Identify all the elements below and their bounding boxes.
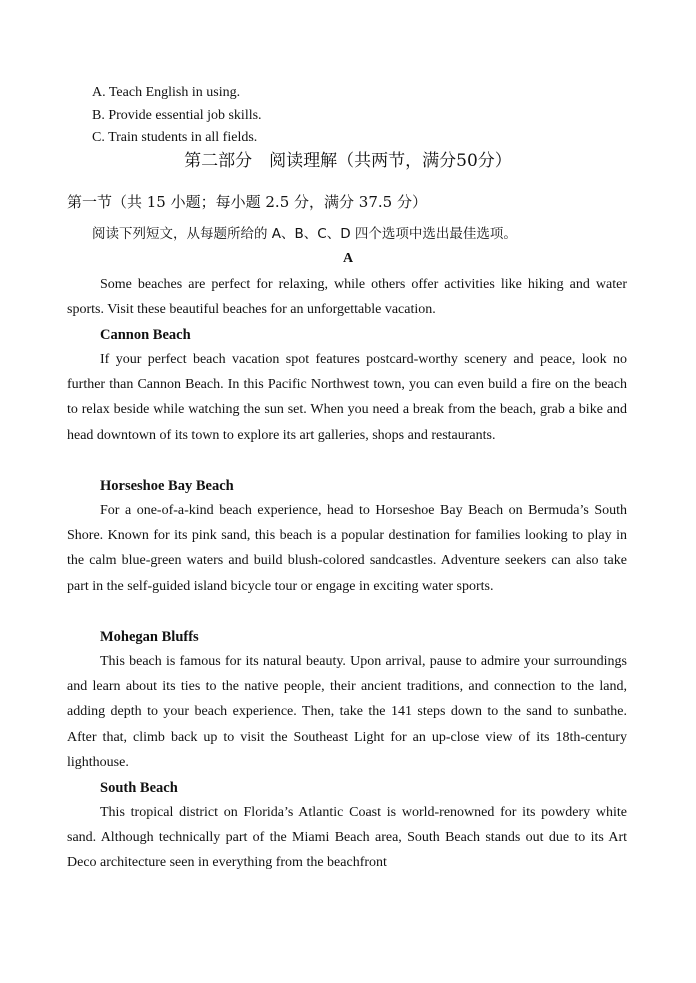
section-heading-south-beach: South Beach	[100, 780, 178, 796]
instruction-text: 阅读下列短文，从每题所给的 A、B、C、D 四个选项中选出最佳选项。	[92, 226, 517, 242]
option-b: B. Provide essential job skills.	[92, 108, 262, 123]
section-title: 第一节（共 15 小题；每小题 2.5 分，满分 37.5 分）	[67, 193, 427, 211]
passage-label: A	[342, 251, 354, 266]
section-heading-mohegan-bluffs: Mohegan Bluffs	[100, 629, 199, 645]
part-title: 第二部分 阅读理解（共两节，满分50分）	[184, 151, 512, 171]
option-a: A. Teach English in using.	[92, 85, 241, 100]
section-text-cannon-beach: If your perfect beach vacation spot features postcard-worthy scenery and peace, look no further than Cannon Beach. In this Pacific Northwest town, you can even build a fire on the beach to relax beside while watching the sun set. When you need a break from the beach, grab a bike and head downtown of its town to explore its art galleries, shops and restaurants.	[67, 352, 627, 443]
intro-paragraph: Some beaches are perfect for relaxing, while others offer activities like hiking and water sports. Visit these beautiful beaches for an unforgettable vacation.	[67, 277, 627, 318]
section-text-south-beach: This tropical district on Florida’s Atlantic Coast is world-renowned for its powdery white sand. Although technically part of the Miami Beach area, South Beach stands out due to its Art Deco architecture seen in everything from the beachfront	[67, 805, 627, 871]
section-heading-horseshoe-bay-beach: Horseshoe Bay Beach	[100, 478, 234, 494]
section-text-horseshoe-bay-beach: For a one-of-a-kind beach experience, head to Horseshoe Bay Beach on Bermuda’s South Shore. Known for its pink sand, this beach is a popular destination for families looking to play in the calm blue-green waters and build blush-colored sandcastles. Adventure seekers can also take part in the self-guided island bicycle tour or engage in exciting water sports.	[67, 503, 627, 594]
section-text-mohegan-bluffs: This beach is famous for its natural beauty. Upon arrival, pause to admire your surroundings and learn about its ties to the native people, their ancient traditions, and connection to the land, adding depth to your beach experience. Then, take the 141 steps down to the sand to sunbathe. After that, climb back up to visit the Southeast Light for an up-close view of its 18th-century lighthouse.	[67, 654, 627, 770]
section-heading-cannon-beach: Cannon Beach	[100, 327, 191, 343]
option-c: C. Train students in all fields.	[92, 130, 258, 145]
